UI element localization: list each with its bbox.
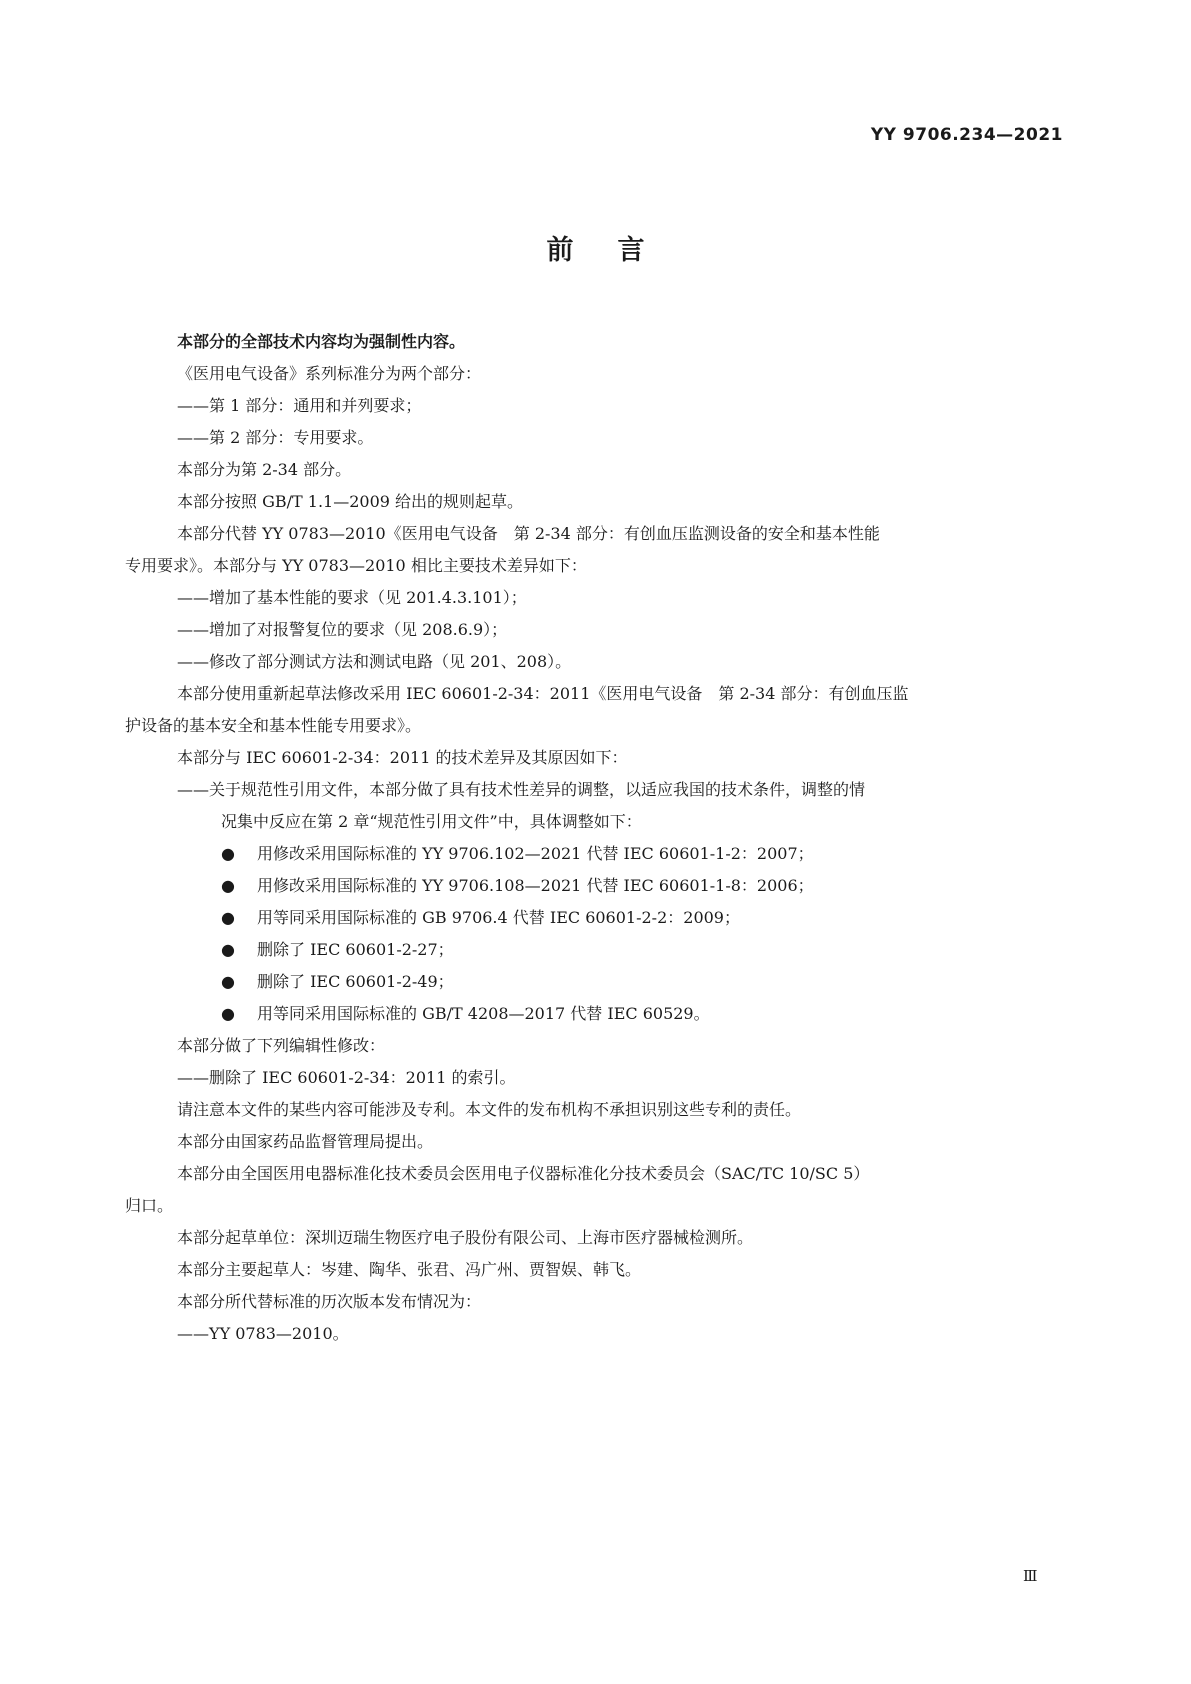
paragraph-continuation: 护设备的基本安全和基本性能专用要求》。 xyxy=(125,716,422,735)
bullet-item xyxy=(125,998,1068,1030)
bullet-item xyxy=(125,902,1068,934)
dash-item: ——YY 0783—2010。 xyxy=(177,1324,349,1343)
bullet-item xyxy=(125,934,1068,966)
dash-item: ——增加了基本性能的要求（见 201.4.3.101）； xyxy=(177,588,527,607)
paragraph: 本部分按照 GB/T 1.1—2009 给出的规则起草。 xyxy=(177,492,524,511)
paragraph: 本部分做了下列编辑性修改： xyxy=(177,1036,386,1055)
paragraph: 《医用电气设备》系列标准分为两个部分： xyxy=(177,364,482,383)
bullet-icon: ● xyxy=(221,876,235,895)
page-number: Ⅲ xyxy=(1023,1567,1038,1585)
bullet-text: 删除了 IEC 60601-2-27； xyxy=(257,940,454,959)
paragraph-continuation: 专用要求》。本部分与 YY 0783—2010 相比主要技术差异如下： xyxy=(125,556,587,575)
paragraph: 本部分所代替标准的历次版本发布情况为： xyxy=(177,1292,482,1311)
paragraph: 本部分主要起草人：岑建、陶华、张君、冯广州、贾智娱、韩飞。 xyxy=(177,1260,642,1279)
foreword-body xyxy=(125,326,1068,1350)
dash-item: ——第 2 部分：专用要求。 xyxy=(177,428,374,447)
dash-item: ——关于规范性引用文件，本部分做了具有技术性差异的调整，以适应我国的技术条件，调整的情 xyxy=(177,780,866,799)
title-char-1: 前 xyxy=(546,235,574,266)
bullet-item xyxy=(125,870,1068,902)
paragraph-continuation: 归口。 xyxy=(125,1196,174,1215)
paragraph: 本部分与 IEC 60601-2-34：2011 的技术差异及其原因如下： xyxy=(177,748,628,767)
bullet-text: 用修改采用国际标准的 YY 9706.108—2021 代替 IEC 60601-1-8：2006； xyxy=(257,876,814,895)
bullet-text: 用等同采用国际标准的 GB 9706.4 代替 IEC 60601-2-2：2009； xyxy=(257,908,740,927)
section-title xyxy=(0,228,1191,267)
dash-item: ——增加了对报警复位的要求（见 208.6.9）； xyxy=(177,620,508,639)
dash-item: ——修改了部分测试方法和测试电路（见 201、208）。 xyxy=(177,652,572,671)
bullet-text: 用修改采用国际标准的 YY 9706.102—2021 代替 IEC 60601-1-2：2007； xyxy=(257,844,814,863)
bullet-icon: ● xyxy=(221,908,235,927)
bullet-icon: ● xyxy=(221,972,235,991)
bullet-icon: ● xyxy=(221,1004,235,1023)
bullet-icon: ● xyxy=(221,940,235,959)
paragraph: 本部分由全国医用电器标准化技术委员会医用电子仪器标准化分技术委员会（SAC/TC 10/SC 5） xyxy=(177,1164,870,1183)
mandatory-statement: 本部分的全部技术内容均为强制性内容。 xyxy=(177,332,466,351)
dash-item: ——第 1 部分：通用和并列要求； xyxy=(177,396,422,415)
bullet-icon: ● xyxy=(221,844,235,863)
paragraph: 本部分代替 YY 0783—2010《医用电气设备 第 2-34 部分：有创血压监测设备的安全和基本性能 xyxy=(177,524,880,543)
paragraph: 本部分使用重新起草法修改采用 IEC 60601-2-34：2011《医用电气设备 第 2-34 部分：有创血压监 xyxy=(177,684,909,703)
dash-item-continuation: 况集中反应在第 2 章“规范性引用文件”中，具体调整如下： xyxy=(221,812,642,831)
paragraph: 本部分起草单位：深圳迈瑞生物医疗电子股份有限公司、上海市医疗器械检测所。 xyxy=(177,1228,754,1247)
bullet-text: 删除了 IEC 60601-2-49； xyxy=(257,972,454,991)
patent-notice: 请注意本文件的某些内容可能涉及专利。本文件的发布机构不承担识别这些专利的责任。 xyxy=(177,1100,802,1119)
bullet-item xyxy=(125,966,1068,998)
paragraph: 本部分为第 2-34 部分。 xyxy=(177,460,352,479)
dash-item: ——删除了 IEC 60601-2-34：2011 的索引。 xyxy=(177,1068,516,1087)
bullet-text: 用等同采用国际标准的 GB/T 4208—2017 代替 IEC 60529。 xyxy=(257,1004,710,1023)
bullet-item xyxy=(125,838,1068,870)
standard-code: YY 9706.234—2021 xyxy=(870,125,1063,145)
title-char-2: 言 xyxy=(617,235,645,266)
paragraph: 本部分由国家药品监督管理局提出。 xyxy=(177,1132,434,1151)
